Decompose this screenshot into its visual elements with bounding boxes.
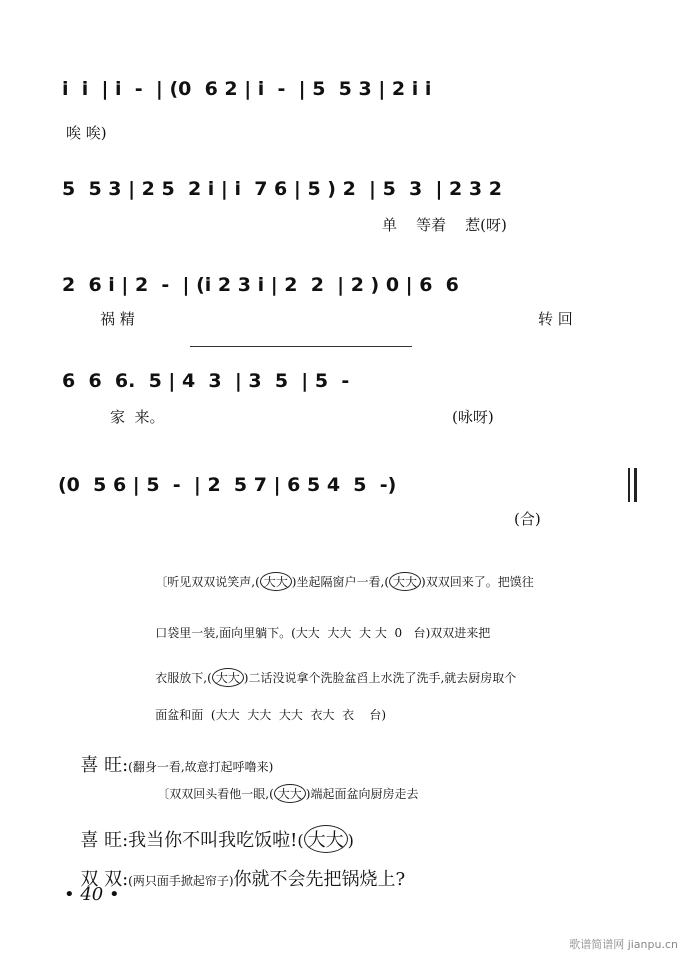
dialogue-direction: (两只面手掀起帘子) <box>128 874 234 888</box>
score-line-1 <box>58 72 638 112</box>
prose-1c: 双双回来了。把馍往 <box>425 575 534 589</box>
line3-notes: 2 6 i | 2 - | (i 2 3 i | 2 2 | 2 ) 0 | 6 6 <box>62 274 459 296</box>
beats-mark: 大大 <box>304 825 348 853</box>
prose-1a: 〔听见双双说笑声, <box>155 575 256 589</box>
beats-mark: 大大 <box>260 572 292 591</box>
dialogue-text: 你就不会先把锅烧上? <box>233 869 406 890</box>
page-number: • 40 • <box>64 884 120 905</box>
dialogue-text: (翻身一看,故意打起呼噜来) <box>128 760 274 774</box>
extension-line <box>190 346 412 347</box>
role-name: 双 双: <box>80 869 129 890</box>
end-barline-thick <box>634 468 637 502</box>
score-line-2 <box>58 170 638 210</box>
role-name: 喜 旺: <box>80 755 129 776</box>
dialogue-2: 〔双双回头看他一眼,( 大大 )端起面盆向厨房走去 <box>142 770 419 817</box>
beats-mark: 大大 <box>389 572 421 591</box>
prose-2a: 口袋里一装,面向里躺下。 <box>155 626 292 640</box>
line3-lyric: 祸 精 <box>100 310 135 328</box>
dialogue-text: 〔双双回头看他一眼, <box>157 787 270 801</box>
dialogue-text: 我当你不叫我吃饭啦! <box>128 830 298 851</box>
line4-lyric-right: (咏呀) <box>452 408 494 426</box>
role-name: 喜 旺: <box>80 830 129 851</box>
line2-notes: 5 5 3 | 2 5 2 i | i 7 6 | 5 ) 2 | 5 3 | 2 3 2 <box>62 178 502 200</box>
beats-row-1: 大大 大大 大 大 0 台 <box>295 626 426 640</box>
beats-row-2: 大大 大大 大大 衣大 衣 台 <box>215 708 382 722</box>
prose-1b: 坐起隔窗户一看, <box>296 575 385 589</box>
dialogue-text-2: 端起面盆向厨房走去 <box>310 787 419 801</box>
prose-line-1: 〔听见双双说笑声,( 大大 )坐起隔窗户一看,( 大大 )双双回来了。把馍往 <box>140 558 534 605</box>
prose-4a: 面盆和面 <box>155 708 204 722</box>
prose-line-3: 衣服放下,( 大大 )二话没说拿个洗脸盆舀上水洗了洗手,就去厨房取个 <box>140 654 516 701</box>
line4-notes: 6 6 6. 5 | 4 3 | 3 5 | 5 - <box>62 370 350 392</box>
watermark: 歌谱简谱网 jianpu.cn <box>569 938 678 951</box>
line5-lyric-right: (合) <box>514 510 541 528</box>
score-line-4 <box>58 364 638 404</box>
line5-notes: (0 5 6 | 5 - | 2 5 7 | 6 5 4 5 -) <box>58 474 397 496</box>
prose-3a: 衣服放下, <box>155 671 208 685</box>
line1-notes: i i | i - | (0 6 2 | i - | 5 5 3 | 2 i i <box>62 78 432 100</box>
beats-mark: 大大 <box>274 784 306 803</box>
score-line-5 <box>58 468 638 508</box>
score-line-3 <box>58 266 638 306</box>
dialogue-3: 喜 旺:我当你不叫我吃饭啦!( 大大 ) <box>60 806 354 872</box>
line2-lyric: 单 等着 惹(呀) <box>382 216 507 234</box>
line1-lyric: 唉 唉) <box>66 124 107 142</box>
prose-2b: 双双进来把 <box>430 626 491 640</box>
prose-line-2: 口袋里一装,面向里躺下。(大大 大大 大 大 0 台)双双进来把 <box>155 626 491 640</box>
end-barline <box>628 468 630 502</box>
line3-lyric-right: 转 回 <box>538 310 573 328</box>
line4-lyric: 家 来。 <box>110 408 165 426</box>
prose-line-4: 面盆和面 (大大 大大 大大 衣大 衣 台) <box>155 708 387 722</box>
prose-3b: 二话没说拿个洗脸盆舀上水洗了洗手,就去厨房取个 <box>248 671 517 685</box>
beats-mark: 大大 <box>212 668 244 687</box>
